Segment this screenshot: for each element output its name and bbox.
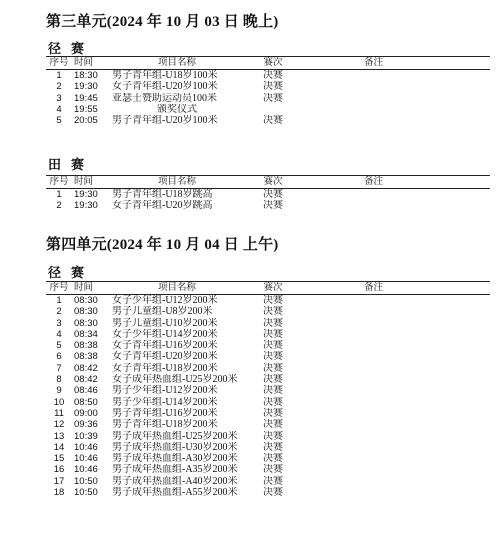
table-row: [46, 374, 490, 385]
row-seq: 14: [53, 441, 65, 453]
row-round: 决赛: [263, 317, 283, 329]
row-note: [304, 385, 490, 396]
row-round: 决赛: [263, 200, 283, 212]
row-seq: 16: [53, 464, 65, 476]
row-time: 10:50: [74, 487, 98, 499]
header-note: 备注: [304, 176, 490, 189]
row-round: 决赛: [263, 328, 283, 340]
row-event: 女子青年组-U20岁200米: [112, 351, 218, 363]
row-note: [304, 340, 490, 351]
header-round: 赛次: [242, 282, 304, 295]
row-time: 08:42: [74, 374, 98, 386]
row-time: 10:46: [74, 453, 98, 465]
row-event: 男子成年热血组-A55岁200米: [112, 487, 238, 499]
row-round: 决赛: [263, 407, 283, 419]
row-seq: 1: [56, 295, 62, 306]
row-note: [304, 93, 490, 104]
row-round: 决赛: [263, 430, 283, 442]
row-time: 19:30: [74, 189, 98, 200]
row-round: 决赛: [263, 351, 283, 363]
table-header-row: [46, 57, 490, 70]
schedule-table: [46, 56, 490, 126]
row-time: 10:46: [74, 464, 98, 476]
row-note: [304, 374, 490, 385]
row-note: [304, 442, 490, 453]
header-time: 时间: [72, 57, 112, 70]
row-note: [304, 408, 490, 419]
row-seq: 5: [56, 340, 62, 352]
row-event: 男子成年热血组-A40岁200米: [112, 475, 238, 487]
row-event: 女子青年组-U20岁100米: [112, 81, 218, 93]
row-event: 男子青年组-U18岁100米: [112, 70, 218, 81]
row-event: 男子少年组-U14岁200米: [112, 396, 218, 408]
header-note: 备注: [304, 282, 490, 295]
row-note: [304, 295, 490, 307]
table-row: [46, 351, 490, 362]
row-event: 女子青年组-U16岁200米: [112, 340, 218, 352]
row-seq: 13: [53, 430, 65, 442]
row-round: 决赛: [263, 385, 283, 397]
row-event: 女子少年组-U14岁200米: [112, 328, 218, 340]
row-seq: 12: [53, 419, 65, 431]
schedule-table-body: [46, 70, 490, 127]
row-seq: 2: [56, 306, 62, 318]
row-note: [304, 81, 490, 92]
schedule-table: [46, 281, 490, 498]
row-seq: 7: [56, 362, 62, 374]
row-seq: 8: [56, 374, 62, 386]
row-note: [304, 189, 490, 201]
table-row: [46, 419, 490, 430]
table-row: [46, 453, 490, 464]
section-title: 田赛: [48, 157, 95, 172]
row-note: [304, 431, 490, 442]
table-row: [46, 340, 490, 351]
row-time: 20:05: [74, 115, 98, 127]
row-time: 18:30: [74, 70, 98, 81]
row-event: 女子青年组-U20岁跳高: [112, 200, 213, 212]
table-row: [46, 93, 490, 104]
row-round: 决赛: [263, 374, 283, 386]
row-round: 决赛: [263, 189, 283, 200]
row-time: 08:50: [74, 396, 98, 408]
row-note: [304, 104, 490, 115]
row-seq: 15: [53, 453, 65, 465]
row-event: 男子青年组-U18岁200米: [112, 419, 218, 431]
row-round: 决赛: [263, 464, 283, 476]
row-time: 08:38: [74, 351, 98, 363]
row-round: 决赛: [263, 115, 283, 127]
row-round: 决赛: [263, 475, 283, 487]
row-round: 决赛: [263, 92, 283, 104]
row-seq: 3: [56, 317, 62, 329]
table-row: [46, 431, 490, 442]
table-row: [46, 104, 490, 115]
row-time: 09:00: [74, 407, 98, 419]
row-round: 决赛: [263, 396, 283, 408]
row-note: [304, 419, 490, 430]
row-event: 女子青年组-U18岁200米: [112, 362, 218, 374]
schedule-table-body: [46, 295, 490, 499]
row-time: 19:30: [74, 200, 98, 212]
table-row: [46, 476, 490, 487]
row-note: [304, 318, 490, 329]
row-note: [304, 464, 490, 475]
row-seq: 5: [56, 115, 62, 127]
session-title: 第四单元(2024 年 10 月 04 日 上午): [46, 237, 279, 253]
row-seq: 3: [56, 92, 62, 104]
row-time: 08:30: [74, 317, 98, 329]
row-event: 男子成年热血组-U30岁200米: [112, 441, 238, 453]
row-round: 决赛: [263, 441, 283, 453]
row-note: [304, 363, 490, 374]
table-row: [46, 442, 490, 453]
section-title: 径赛: [48, 41, 95, 56]
row-seq: 9: [56, 385, 62, 397]
row-note: [304, 115, 490, 126]
header-seq: 序号: [46, 176, 72, 189]
row-round: 决赛: [263, 362, 283, 374]
row-note: [304, 306, 490, 317]
row-note: [304, 351, 490, 362]
row-time: 08:38: [74, 340, 98, 352]
row-seq: 4: [56, 328, 62, 340]
row-event: 女子成年热血组-U25岁200米: [112, 374, 238, 386]
table-row: [46, 464, 490, 475]
row-seq: 10: [53, 396, 65, 408]
row-round: [242, 104, 304, 115]
table-row: [46, 115, 490, 126]
row-time: 08:30: [74, 295, 98, 306]
row-event: 女子少年组-U12岁200米: [112, 295, 218, 306]
header-time: 时间: [72, 176, 112, 189]
row-time: 19:45: [74, 92, 98, 104]
row-round: 决赛: [263, 340, 283, 352]
row-seq: 4: [56, 103, 62, 115]
row-time: 10:50: [74, 475, 98, 487]
header-round: 赛次: [242, 176, 304, 189]
row-round: 决赛: [263, 70, 283, 81]
row-seq: 18: [53, 487, 65, 499]
row-time: 08:46: [74, 385, 98, 397]
table-row: [46, 189, 490, 201]
row-event: 男子成年热血组-U25岁200米: [112, 430, 238, 442]
table-header-row: [46, 176, 490, 189]
header-time: 时间: [72, 282, 112, 295]
row-seq: 11: [54, 407, 64, 419]
table-row: [46, 363, 490, 374]
row-event: 亚瑟士赞助运动员100米: [112, 92, 217, 104]
table-row: [46, 200, 490, 211]
header-round: 赛次: [242, 57, 304, 70]
table-row: [46, 408, 490, 419]
header-event: 项目名称: [112, 57, 242, 70]
row-time: 08:34: [74, 328, 98, 340]
table-row: [46, 397, 490, 408]
session-title: 第三单元(2024 年 10 月 03 日 晚上): [46, 14, 279, 30]
table-row: [46, 385, 490, 396]
row-note: [304, 397, 490, 408]
row-event: 男子儿童组-U10岁200米: [112, 317, 218, 329]
row-event: 男子成年热血组-A30岁200米: [112, 453, 238, 465]
header-event: 项目名称: [112, 176, 242, 189]
row-event: 男子青年组-U20岁100米: [112, 115, 218, 127]
header-seq: 序号: [46, 282, 72, 295]
row-time: 10:39: [74, 430, 98, 442]
row-round: 决赛: [263, 295, 283, 306]
row-event: 男子青年组-U16岁200米: [112, 407, 218, 419]
row-time: 08:42: [74, 362, 98, 374]
section-title: 径赛: [48, 265, 95, 280]
header-note: 备注: [304, 57, 490, 70]
row-round: 决赛: [263, 487, 283, 499]
row-time: 10:46: [74, 441, 98, 453]
row-seq: 6: [56, 351, 62, 363]
schedule-table-body: [46, 189, 490, 212]
row-event: 男子成年热血组-A35岁200米: [112, 464, 238, 476]
row-note: [304, 70, 490, 82]
row-time: 08:30: [74, 306, 98, 318]
row-note: [304, 453, 490, 464]
row-seq: 2: [56, 200, 62, 212]
row-note: [304, 200, 490, 211]
row-round: 决赛: [263, 81, 283, 93]
table-header-row: [46, 282, 490, 295]
row-event: 男子少年组-U12岁200米: [112, 385, 218, 397]
table-row: [46, 487, 490, 498]
header-seq: 序号: [46, 57, 72, 70]
header-event: 项目名称: [112, 282, 242, 295]
row-seq: 2: [56, 81, 62, 93]
row-event: 颁奖仪式: [157, 103, 197, 115]
row-note: [304, 476, 490, 487]
row-note: [304, 487, 490, 498]
row-seq: 17: [53, 475, 65, 487]
table-row: [46, 318, 490, 329]
table-row: [46, 70, 490, 82]
row-seq: 1: [56, 189, 62, 200]
table-row: [46, 81, 490, 92]
table-row: [46, 306, 490, 317]
row-event: 男子儿童组-U8岁200米: [112, 306, 213, 318]
table-row: [46, 295, 490, 307]
row-time: 19:55: [74, 103, 98, 115]
row-event: 男子青年组-U18岁跳高: [112, 189, 213, 200]
row-seq: 1: [56, 70, 62, 81]
schedule-table: [46, 175, 490, 212]
row-note: [304, 329, 490, 340]
row-time: 09:36: [74, 419, 98, 431]
table-row: [46, 329, 490, 340]
row-round: 决赛: [263, 453, 283, 465]
row-round: 决赛: [263, 306, 283, 318]
row-round: 决赛: [263, 419, 283, 431]
row-time: 19:30: [74, 81, 98, 93]
